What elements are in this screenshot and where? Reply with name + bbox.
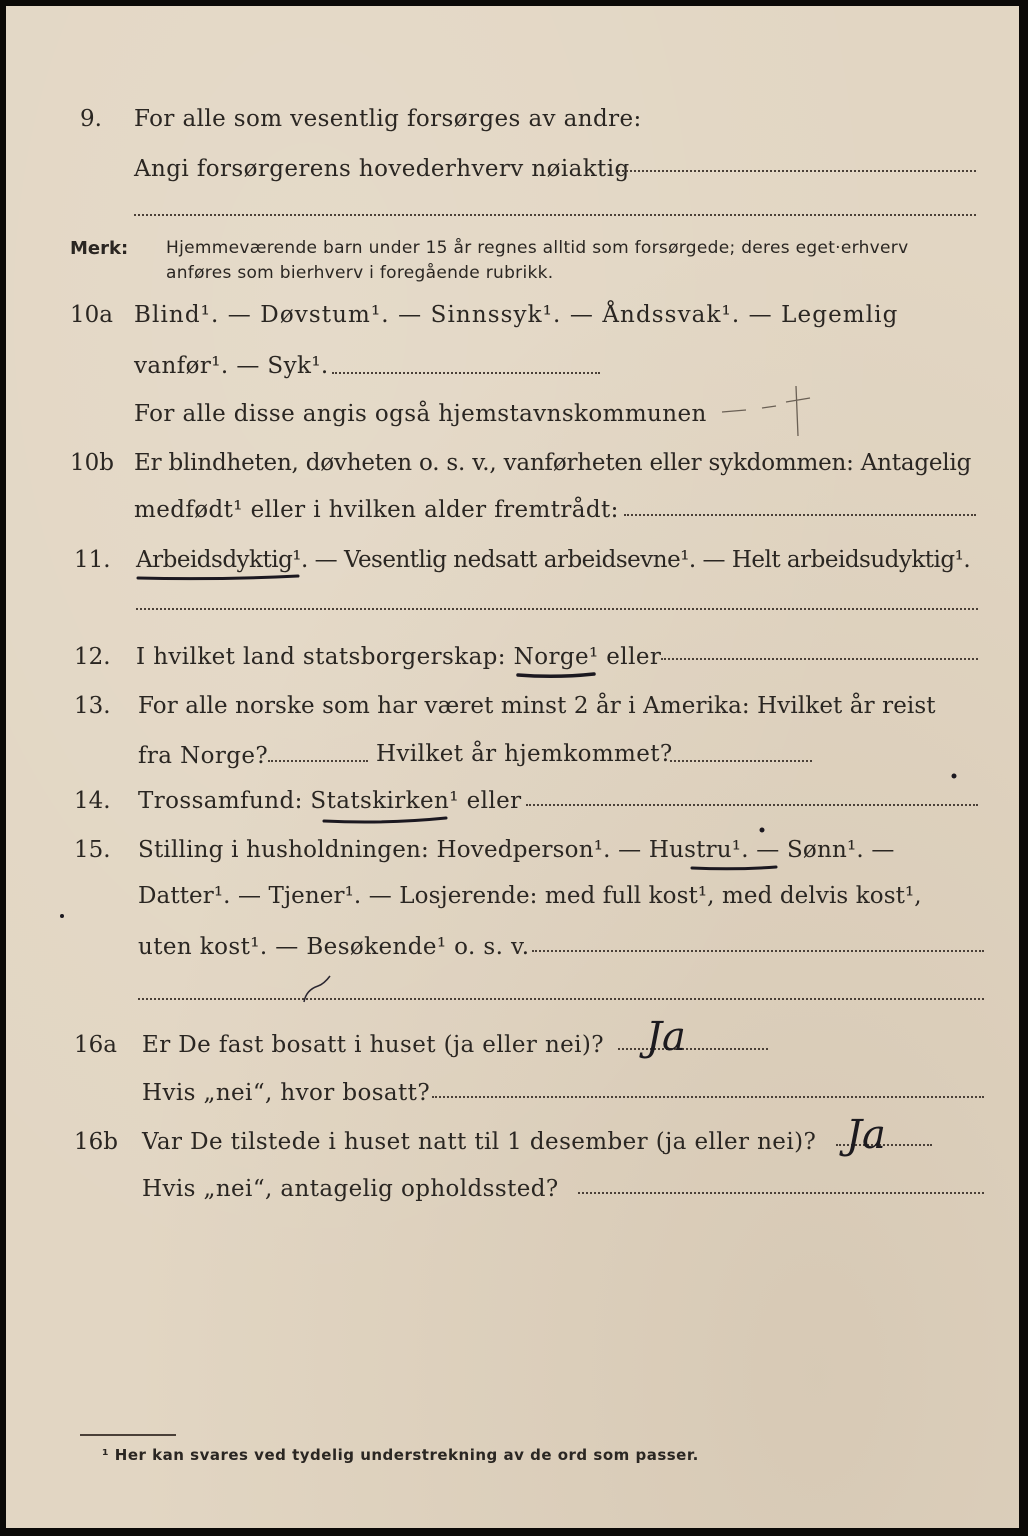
merk-text-line2: anføres som bierhverv i foregående rubrikk. <box>166 263 554 283</box>
underline-statskirken <box>324 818 446 822</box>
q9-text-line2: Angi forsørgerens hovederhverv nøiaktig <box>134 156 630 182</box>
q10b-number: 10b <box>70 450 114 476</box>
q13-text-line2b: Hvilket år hjemkommet? <box>376 741 673 767</box>
stray-dot <box>760 828 765 833</box>
q9-text-line1: For alle som vesentlig forsørges av andre: <box>134 106 642 132</box>
q12-text-line1: I hvilket land statsborgerskap: Norge¹ eller <box>136 644 662 670</box>
merk-text-line1: Hjemmeværende barn under 15 år regnes alltid som forsørgede; deres eget·erhverv <box>166 238 909 258</box>
q15-text-line3: uten kost¹. — Besøkende¹ o. s. v. <box>138 934 530 960</box>
pen-marks <box>6 6 1019 1528</box>
q10a-text-line2: vanfør¹. — Syk¹. <box>134 353 329 379</box>
q11-text-line1: Arbeidsdyktig¹. — Vesentlig nedsatt arbeidsevne¹. — Helt arbeidsudyktig¹. <box>136 547 971 573</box>
q10a-text-line3: For alle disse angis også hjemstavnskommunen <box>134 401 707 427</box>
stray-dot <box>952 774 957 779</box>
underline-norge <box>518 674 594 676</box>
q16b-text-line1: Var De tilstede i huset natt til 1 desember (ja eller nei)? <box>142 1129 817 1155</box>
stray-dot <box>60 914 64 918</box>
q10a-text-line1: Blind¹. — Døvstum¹. — Sinnssyk¹. — Åndssvak¹. — Legemlig <box>134 302 899 328</box>
q15-text-line2: Datter¹. — Tjener¹. — Losjerende: med full kost¹, med delvis kost¹, <box>138 883 922 909</box>
footnote-text: ¹ Her kan svares ved tydelig understrekning av de ord som passer. <box>102 1446 699 1464</box>
q10b-text-line1: Er blindheten, døvheten o. s. v., vanførheten eller sykdommen: Antagelig <box>134 450 972 476</box>
q11-number: 11. <box>74 547 111 573</box>
q16a-text-line2: Hvis „nei“, hvor bosatt? <box>142 1080 431 1106</box>
underline-arbeidsdyktig <box>138 576 298 579</box>
q14-number: 14. <box>74 788 111 814</box>
q16b-number: 16b <box>74 1129 118 1155</box>
underline-hustru <box>692 867 776 869</box>
q10a-number: 10a <box>70 302 113 328</box>
q16b-handwritten-answer: Ja <box>846 1112 886 1158</box>
census-form-page <box>6 6 1019 1528</box>
q16a-handwritten-answer: Ja <box>646 1014 686 1060</box>
q12-number: 12. <box>74 644 111 670</box>
q13-text-line2a: fra Norge? <box>138 743 269 769</box>
q16a-text-line1: Er De fast bosatt i huset (ja eller nei)? <box>142 1032 605 1058</box>
pencil-marks <box>722 386 810 436</box>
q16b-text-line2: Hvis „nei“, antagelig opholdssted? <box>142 1176 559 1202</box>
q9-number: 9. <box>80 106 102 132</box>
q10b-text-line2: medfødt¹ eller i hvilken alder fremtrådt: <box>134 497 619 523</box>
pen-mark-check <box>304 976 330 1002</box>
merk-label: Merk: <box>70 238 129 259</box>
q16a-number: 16a <box>74 1032 117 1058</box>
q13-text-line1: For alle norske som har været minst 2 år i Amerika: Hvilket år reist <box>138 693 936 719</box>
q14-text-line1: Trossamfund: Statskirken¹ eller <box>138 788 522 814</box>
q15-text-line1: Stilling i husholdningen: Hovedperson¹. — Hustru¹. — Sønn¹. — <box>138 837 895 863</box>
q15-number: 15. <box>74 837 111 863</box>
q13-number: 13. <box>74 693 111 719</box>
